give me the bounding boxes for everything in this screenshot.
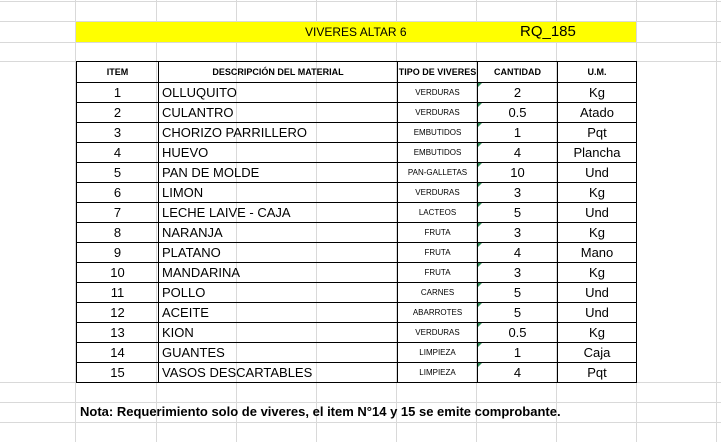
cell-item[interactable]: 4 <box>77 143 159 163</box>
cell-item[interactable]: 11 <box>77 283 159 303</box>
cell-unit[interactable]: Und <box>558 203 637 223</box>
cell-description[interactable]: POLLO <box>159 283 398 303</box>
cell-description[interactable]: ACEITE <box>159 303 398 323</box>
cell-item[interactable]: 12 <box>77 303 159 323</box>
table-row <box>77 83 637 103</box>
cell-description[interactable]: CULANTRO <box>159 103 398 123</box>
cell-item[interactable]: 6 <box>77 183 159 203</box>
cell-type[interactable]: VERDURAS <box>398 83 478 103</box>
header-description[interactable]: DESCRIPCIÓN DEL MATERIAL <box>159 62 398 83</box>
cell-description[interactable]: LECHE LAIVE - CAJA <box>159 203 398 223</box>
cell-item[interactable]: 8 <box>77 223 159 243</box>
cell-quantity[interactable]: 5 <box>478 283 558 303</box>
cell-item[interactable]: 7 <box>77 203 159 223</box>
cell-quantity[interactable]: 3 <box>478 183 558 203</box>
cell-description[interactable]: GUANTES <box>159 343 398 363</box>
cell-description[interactable]: NARANJA <box>159 223 398 243</box>
cell-description[interactable]: VASOS DESCARTABLES <box>159 363 398 383</box>
cell-type[interactable]: EMBUTIDOS <box>398 123 478 143</box>
cell-type[interactable]: EMBUTIDOS <box>398 143 478 163</box>
note-text: Nota: Requerimiento solo de viveres, el item N°14 y 15 se emite comprobante. <box>80 404 561 419</box>
cell-unit[interactable]: Plancha <box>558 143 637 163</box>
cell-quantity[interactable]: 2 <box>478 83 558 103</box>
cell-unit[interactable]: Pqt <box>558 363 637 383</box>
table-row <box>77 223 637 243</box>
cell-quantity[interactable]: 5 <box>478 203 558 223</box>
cell-unit[interactable]: Mano <box>558 243 637 263</box>
cell-quantity[interactable]: 0.5 <box>478 103 558 123</box>
cell-type[interactable]: ABARROTES <box>398 303 478 323</box>
cell-type[interactable]: FRUTA <box>398 243 478 263</box>
cell-type[interactable]: PAN-GALLETAS <box>398 163 478 183</box>
header-quantity[interactable]: CANTIDAD <box>478 62 558 83</box>
cell-description[interactable]: HUEVO <box>159 143 398 163</box>
cell-quantity[interactable]: 4 <box>478 143 558 163</box>
cell-quantity[interactable]: 10 <box>478 163 558 183</box>
cell-quantity[interactable]: 3 <box>478 263 558 283</box>
table-row <box>77 283 637 303</box>
table-row <box>77 323 637 343</box>
requirements-table <box>76 61 637 383</box>
table-row <box>77 103 637 123</box>
cell-item[interactable]: 9 <box>77 243 159 263</box>
cell-unit[interactable]: Kg <box>558 263 637 283</box>
cell-description[interactable]: MANDARINA <box>159 263 398 283</box>
requirement-code: RQ_185 <box>520 23 576 40</box>
cell-item[interactable]: 3 <box>77 123 159 143</box>
cell-quantity[interactable]: 1 <box>478 343 558 363</box>
cell-description[interactable]: PAN DE MOLDE <box>159 163 398 183</box>
cell-type[interactable]: VERDURAS <box>398 323 478 343</box>
cell-item[interactable]: 1 <box>77 83 159 103</box>
cell-description[interactable]: CHORIZO PARRILLERO <box>159 123 398 143</box>
cell-item[interactable]: 14 <box>77 343 159 363</box>
cell-quantity[interactable]: 4 <box>478 363 558 383</box>
table-row <box>77 303 637 323</box>
cell-unit[interactable]: Kg <box>558 83 637 103</box>
sheet-title: VIVERES ALTAR 6 <box>305 25 407 39</box>
cell-unit[interactable]: Und <box>558 283 637 303</box>
table-row <box>77 343 637 363</box>
cell-item[interactable]: 5 <box>77 163 159 183</box>
cell-description[interactable]: PLATANO <box>159 243 398 263</box>
cell-unit[interactable]: Kg <box>558 183 637 203</box>
cell-item[interactable]: 2 <box>77 103 159 123</box>
cell-unit[interactable]: Kg <box>558 323 637 343</box>
cell-unit[interactable]: Und <box>558 163 637 183</box>
cell-unit[interactable]: Atado <box>558 103 637 123</box>
cell-type[interactable]: LIMPIEZA <box>398 343 478 363</box>
cell-type[interactable]: LIMPIEZA <box>398 363 478 383</box>
cell-quantity[interactable]: 0.5 <box>478 323 558 343</box>
cell-item[interactable]: 15 <box>77 363 159 383</box>
cell-quantity[interactable]: 4 <box>478 243 558 263</box>
cell-unit[interactable]: Und <box>558 303 637 323</box>
cell-type[interactable]: FRUTA <box>398 263 478 283</box>
cell-quantity[interactable]: 5 <box>478 303 558 323</box>
table-row <box>77 123 637 143</box>
table-row <box>77 263 637 283</box>
cell-quantity[interactable]: 1 <box>478 123 558 143</box>
table-row <box>77 243 637 263</box>
cell-item[interactable]: 13 <box>77 323 159 343</box>
cell-description[interactable]: KION <box>159 323 398 343</box>
table-row <box>77 183 637 203</box>
header-type[interactable]: TIPO DE VIVERES <box>398 62 478 83</box>
cell-unit[interactable]: Kg <box>558 223 637 243</box>
header-unit[interactable]: U.M. <box>558 62 637 83</box>
cell-type[interactable]: FRUTA <box>398 223 478 243</box>
cell-unit[interactable]: Caja <box>558 343 637 363</box>
cell-item[interactable]: 10 <box>77 263 159 283</box>
cell-unit[interactable]: Pqt <box>558 123 637 143</box>
cell-description[interactable]: LIMON <box>159 183 398 203</box>
table-row <box>77 163 637 183</box>
cell-description[interactable]: OLLUQUITO <box>159 83 398 103</box>
table-header-row <box>77 62 637 83</box>
cell-type[interactable]: VERDURAS <box>398 183 478 203</box>
cell-quantity[interactable]: 3 <box>478 223 558 243</box>
table-row <box>77 143 637 163</box>
cell-type[interactable]: CARNES <box>398 283 478 303</box>
table-row <box>77 203 637 223</box>
cell-type[interactable]: LACTEOS <box>398 203 478 223</box>
table-row <box>77 363 637 383</box>
cell-type[interactable]: VERDURAS <box>398 103 478 123</box>
header-item[interactable]: ITEM <box>77 62 159 83</box>
